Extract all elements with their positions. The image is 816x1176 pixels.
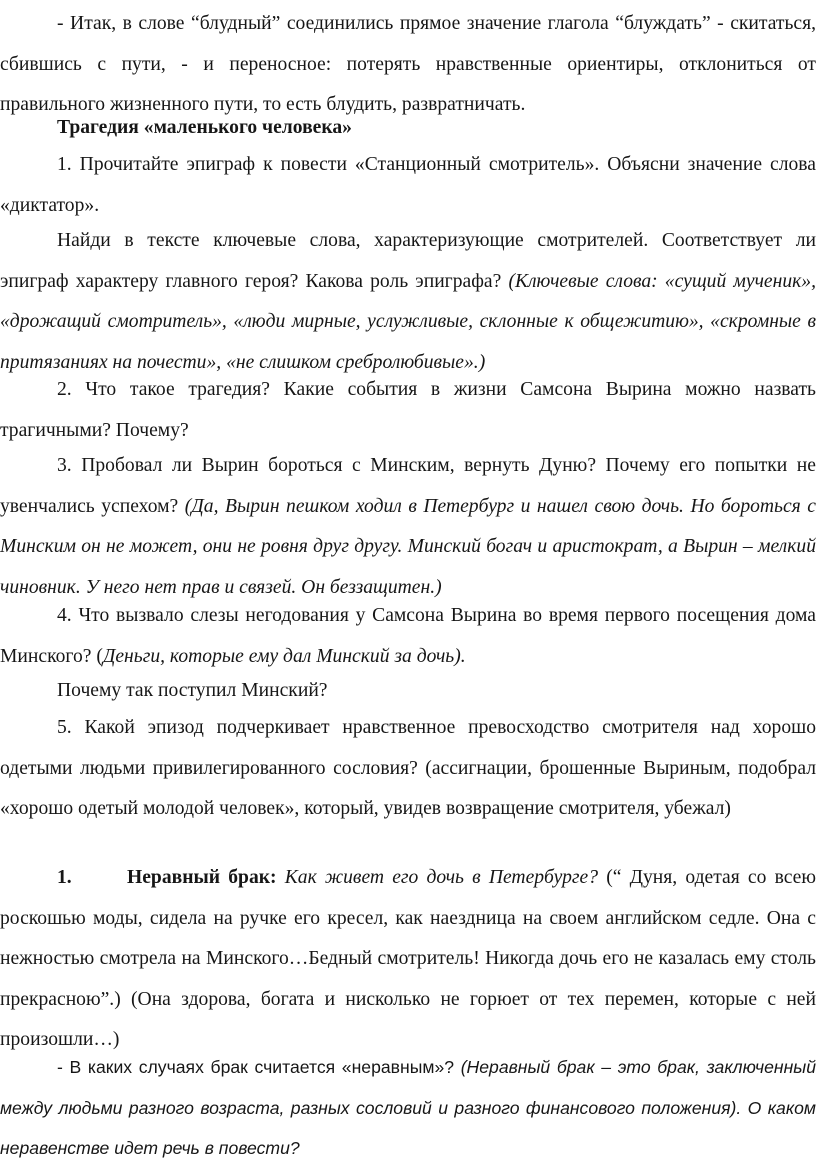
question-1-task: Найди в тексте ключевые слова, характеризующие смотрителей. Соответствует ли эпиграф характеру главного героя? Какова роль эпиграфа? (Ключевые слова: «сущий мученик», «дрожащий смотритель», «люди мирные, услужливые, склонные к общежитию», «скромные в притязаниях на почести», «не слишком сребролюбивые».) <box>0 230 816 373</box>
section-number: 1. <box>57 867 72 888</box>
section-heading: Трагедия «маленького человека» <box>57 117 352 138</box>
question-5: 5. Какой эпизод подчеркивает нравственное превосходство смотрителя над хорошо одетыми людьми привилегированного сословия? (ассигнации, брошенные Выриным, подобрал «хорошо одетый молодой человек», который, увидев возвращение смотрителя, убежал) <box>0 717 816 819</box>
question-3: 3. Пробовал ли Вырин бороться с Минским, вернуть Дуню? Почему его попытки не увенчались успехом? (Да, Вырин пешком ходил в Петербург и нашел свою дочь. Но бороться с Минским он не может, они не ровня друг другу. Минский богач и аристократ, а Вырин – мелкий чиновник. У него нет прав и связей. Он беззащитен.) <box>0 455 816 598</box>
section-text: (“ Дуня, одетая со всею роскошью моды, сидела на ручке его кресел, как наездница на своем английском седле. Она с нежностью смотрела на Минского…Бедный смотритель! Никогда дочь его не казалась ему столь прекрасною”.) (Она здорова, богата и нисколько не горюет от тех перемен, которые с ней произошли…) <box>0 867 816 1050</box>
section-title: Неравный брак: <box>127 867 277 888</box>
question-1: 1. Прочитайте эпиграф к повести «Станционный смотритель». Объясни значение слова «диктатор». <box>0 154 816 216</box>
intro-paragraph: - Итак, в слове “блудный” соединились прямое значение глагола “блуждать” - скитаться, сбившись с пути, - и переносное: потерять нравственные ориентиры, отклониться от правильного жизненного пути, то есть блудить, развратничать. <box>0 13 816 115</box>
answer-keywords: (Ключевые слова: «сущий мученик», «дрожащий смотритель», «люди мирные, услужливые, склонные к общежитию», «скромные в притязаниях на почести», «не слишком сребролюбивые».) <box>0 270 816 373</box>
answer-3: (Да, Вырин пешком ходил в Петербург и нашел свою дочь. Но бороться с Минским он не может, они не ровня друг другу. Минский богач и аристократ, а Вырин – мелкий чиновник. У него нет прав и связей. Он беззащитен.) <box>0 495 816 598</box>
section-question: Как живет его дочь в Петербурге? <box>284 867 599 888</box>
question-6: - В каких случаях брак считается «неравным»? (Неравный брак – это брак, заключенный между людьми разного возраста, разных сословий и разного финансового положения). О каком неравенстве идет речь в повести? <box>0 1057 816 1158</box>
answer-6: (Неравный брак – это брак, заключенный между людьми разного возраста, разных сословий и разного финансового положения). О каком неравенстве идет речь в повести? <box>0 1057 816 1158</box>
question-4-followup: Почему так поступил Минский? <box>57 680 328 701</box>
section-unequal-marriage <box>0 858 816 1061</box>
question-2: 2. Что такое трагедия? Какие события в жизни Самсона Вырина можно назвать трагичными? Почему? <box>0 379 816 441</box>
answer-4: Деньги, которые ему дал Минский за дочь). <box>102 645 466 667</box>
question-4: 4. Что вызвало слезы негодования у Самсона Вырина во время первого посещения дома Минского? (Деньги, которые ему дал Минский за дочь). <box>0 605 816 667</box>
